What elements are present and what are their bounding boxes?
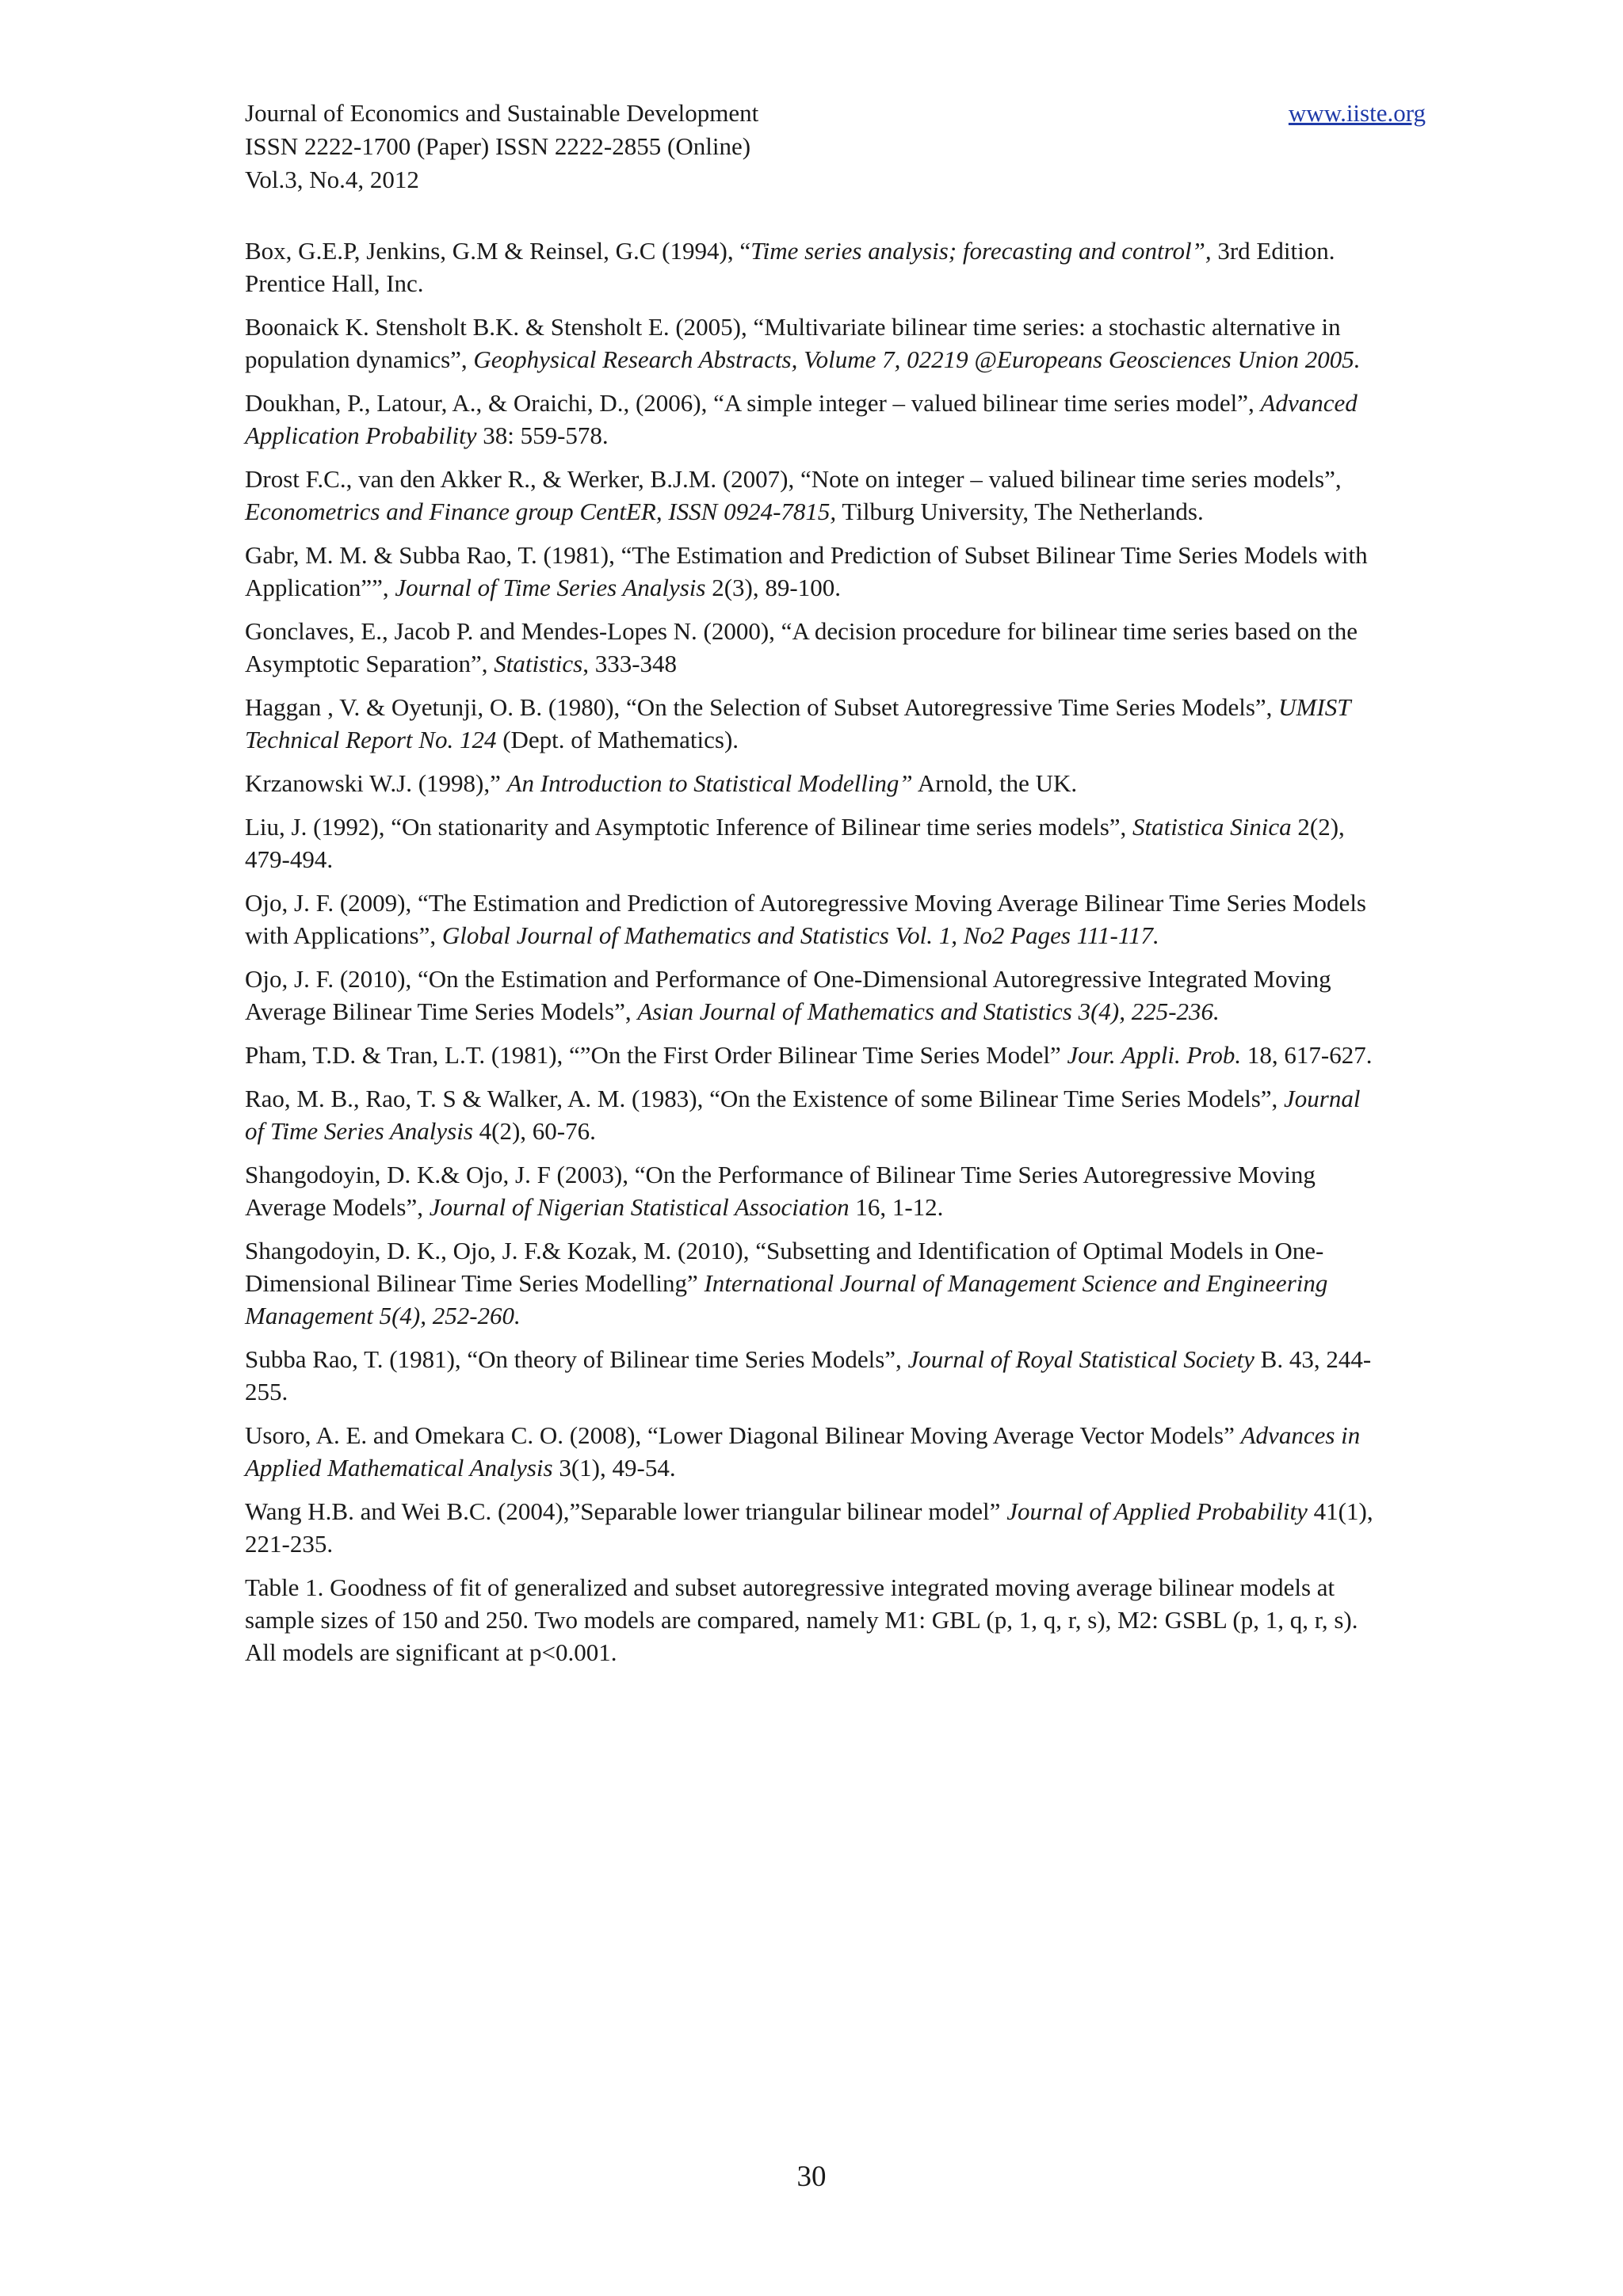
reference-entry: Liu, J. (1992), “On stationarity and Asymptotic Inference of Bilinear time series models”, Statistica Sinica 2(2), 479-494. xyxy=(245,813,1345,873)
reference-entry: Ojo, J. F. (2009), “The Estimation and Prediction of Autoregressive Moving Average Bilinear Time Series Models with Applications”, Global Journal of Mathematics and Statistics Vol. 1, No2 Pages 111-117. xyxy=(245,889,1366,949)
reference-entry: Shangodoyin, D. K.& Ojo, J. F (2003), “On the Performance of Bilinear Time Series Autoregressive Moving Average Models”, Journal of Nigerian Statistical Association 16, 1-12. xyxy=(245,1161,1316,1221)
reference-entry: Box, G.E.P, Jenkins, G.M & Reinsel, G.C (1994), “Time series analysis; forecasting and control”, 3rd Edition. Prentice Hall, Inc. xyxy=(245,237,1335,297)
issn-line: ISSN 2222-1700 (Paper) ISSN 2222-2855 (Online) xyxy=(245,132,751,160)
reference-entry: Wang H.B. and Wei B.C. (2004),”Separable lower triangular bilinear model” Journal of Applied Probability 41(1), 221-235. xyxy=(245,1497,1373,1558)
reference-entry: Subba Rao, T. (1981), “On theory of Bilinear time Series Models”, Journal of Royal Statistical Society B. 43, 244-255. xyxy=(245,1345,1372,1405)
reference-entry: Shangodoyin, D. K., Ojo, J. F.& Kozak, M. (2010), “Subsetting and Identification of Optimal Models in One-Dimensional Bilinear Time Series Modelling” International Journal of Management Science and Engineering Management 5(4), 252-260. xyxy=(245,1237,1328,1329)
reference-entry: Usoro, A. E. and Omekara C. O. (2008), “Lower Diagonal Bilinear Moving Average Vector Models” Advances in Applied Mathematical Analysis 3(1), 49-54. xyxy=(245,1421,1361,1482)
page-number: 30 xyxy=(796,2161,827,2193)
journal-website-link[interactable]: www.iiste.org xyxy=(1288,99,1426,127)
table-caption: Table 1. Goodness of fit of generalized and subset autoregressive integrated moving average bilinear models at sample sizes of 150 and 250. Two models are compared, namely M1: GBL (p, 1, q, r, s), M2: GSBL (p, 1, q, r, s). All models are significant at p<0.001. xyxy=(245,1573,1358,1666)
page-header xyxy=(245,97,1426,196)
reference-entry: Doukhan, P., Latour, A., & Oraichi, D., (2006), “A simple integer – valued bilinear time series model”, Advanced Application Probability 38: 559-578. xyxy=(245,389,1358,449)
reference-entry: Haggan , V. & Oyetunji, O. B. (1980), “On the Selection of Subset Autoregressive Time Series Models”, UMIST Technical Report No. 124 (Dept. of Mathematics). xyxy=(245,693,1350,753)
reference-entry: Krzanowski W.J. (1998),” An Introduction to Statistical Modelling” Arnold, the UK. xyxy=(245,769,1078,797)
reference-entry: Boonaick K. Stensholt B.K. & Stensholt E. (2005), “Multivariate bilinear time series: a stochastic alternative in population dynamics”, Geophysical Research Abstracts, Volume 7, 02219 @Europeans Geosciences Union 2005. xyxy=(245,313,1361,373)
reference-entry: Gabr, M. M. & Subba Rao, T. (1981), “The Estimation and Prediction of Subset Bilinear Time Series Models with Application””, Journal of Time Series Analysis 2(3), 89-100. xyxy=(245,541,1368,601)
journal-title: Journal of Economics and Sustainable Development xyxy=(245,99,759,127)
reference-entry: Pham, T.D. & Tran, L.T. (1981), “”On the First Order Bilinear Time Series Model” Jour. Appli. Prob. 18, 617-627. xyxy=(245,1041,1373,1069)
reference-entry: Drost F.C., van den Akker R., & Werker, B.J.M. (2007), “Note on integer – valued bilinear time series models”, Econometrics and Finance group CentER, ISSN 0924-7815, Tilburg University, The Netherlands. xyxy=(245,465,1342,525)
reference-entry: Ojo, J. F. (2010), “On the Estimation and Performance of One-Dimensional Autoregressive Integrated Moving Average Bilinear Time Series Models”, Asian Journal of Mathematics and Statistics 3(4), 225-236. xyxy=(245,965,1331,1025)
volume-line: Vol.3, No.4, 2012 xyxy=(245,166,419,193)
references-section xyxy=(245,235,1380,1680)
reference-entry: Gonclaves, E., Jacob P. and Mendes-Lopes N. (2000), “A decision procedure for bilinear time series based on the Asymptotic Separation”, Statistics, 333-348 xyxy=(245,617,1358,677)
reference-entry: Rao, M. B., Rao, T. S & Walker, A. M. (1983), “On the Existence of some Bilinear Time Series Models”, Journal of Time Series Analysis 4(2), 60-76. xyxy=(245,1085,1361,1145)
